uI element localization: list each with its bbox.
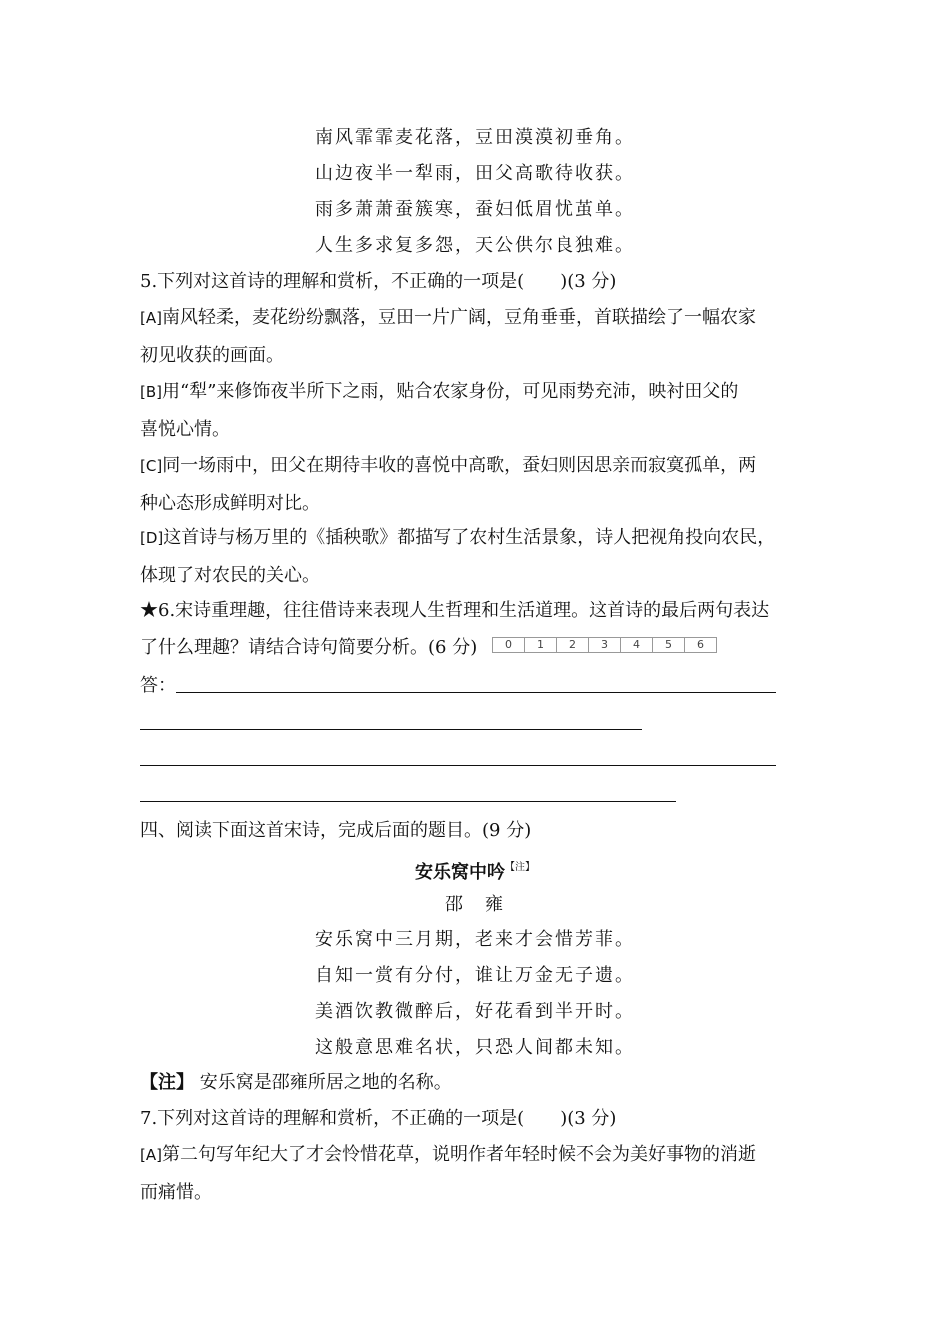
option-text: 这首诗与杨万里的《插秧歌》都描写了农村生活景象，诗人把视角投向农民， bbox=[163, 527, 776, 548]
answer-line[interactable] bbox=[140, 729, 642, 730]
poem-line: 雨多萧萧蚕簇寒，蚕妇低眉忧茧单。 bbox=[315, 199, 635, 220]
option-tag: [A] bbox=[140, 309, 162, 327]
answer-line[interactable] bbox=[140, 801, 676, 802]
option-tag: [D] bbox=[140, 529, 164, 547]
option-text: 第二句写年纪大了才会怜惜花草，说明作者年轻时候不会为美好事物的消逝 bbox=[161, 1144, 756, 1165]
poem-title bbox=[0, 856, 950, 885]
poem-line: 人生多求复多怨，天公供尔良独难。 bbox=[315, 235, 635, 256]
poem-line: 山边夜半一犁雨，田父高歌待收获。 bbox=[315, 163, 635, 184]
q7-option-a-continued: 而痛惜。 bbox=[140, 1182, 212, 1203]
option-c[interactable] bbox=[140, 454, 756, 478]
score-grid bbox=[492, 637, 717, 653]
score-cell[interactable]: 3 bbox=[589, 638, 621, 652]
score-cell[interactable]: 1 bbox=[525, 638, 557, 652]
score-cell[interactable]: 5 bbox=[653, 638, 685, 652]
poem-note bbox=[140, 1071, 452, 1095]
option-c-continued: 种心态形成鲜明对比。 bbox=[140, 493, 320, 514]
question-7-stem: 7.下列对这首诗的理解和赏析，不正确的一项是( )(3 分) bbox=[140, 1108, 617, 1129]
option-d-continued: 体现了对农民的关心。 bbox=[140, 565, 320, 586]
option-d[interactable] bbox=[140, 526, 775, 550]
option-text: 同一场雨中，田父在期待丰收的喜悦中高歌，蚕妇则因思亲而寂寞孤单，两 bbox=[162, 455, 757, 476]
note-marker[interactable]: 【注】 bbox=[505, 862, 535, 873]
poem-author: 邵 雍 bbox=[445, 894, 505, 915]
question-6-stem: ★6.宋诗重理趣，往往借诗来表现人生哲理和生活道理。这首诗的最后两句表达 bbox=[140, 600, 770, 621]
score-cell[interactable]: 6 bbox=[697, 638, 704, 651]
q7-option-a[interactable] bbox=[140, 1143, 756, 1167]
option-a-continued: 初见收获的画面。 bbox=[140, 345, 284, 366]
section-heading: 四、阅读下面这首宋诗，完成后面的题目。(9 分) bbox=[140, 820, 532, 841]
answer-line[interactable] bbox=[176, 692, 776, 693]
option-tag: [B] bbox=[140, 383, 162, 401]
note-tag: 【注】 bbox=[140, 1072, 194, 1093]
option-b[interactable] bbox=[140, 380, 738, 404]
option-tag: [A] bbox=[140, 1146, 162, 1164]
option-text: 南风轻柔，麦花纷纷飘落，豆田一片广阔，豆角垂垂，首联描绘了一幅农家 bbox=[161, 307, 756, 328]
poem-title-text: 安乐窝中吟 bbox=[415, 862, 505, 883]
option-text: 用“犁”来修饰夜半所下之雨，贴合农家身份，可见雨势充沛，映衬田父的 bbox=[162, 381, 739, 402]
question-6-stem-continued: 了什么理趣？请结合诗句简要分析。(6 分) bbox=[140, 637, 478, 658]
poem-line: 自知一赏有分付，谁让万金无子遗。 bbox=[315, 965, 635, 986]
score-cell[interactable]: 4 bbox=[621, 638, 653, 652]
poem-line: 南风霏霏麦花落，豆田漠漠初垂角。 bbox=[315, 127, 635, 148]
answer-line[interactable] bbox=[140, 765, 776, 766]
question-5-stem: 5.下列对这首诗的理解和赏析，不正确的一项是( )(3 分) bbox=[140, 271, 617, 292]
answer-label: 答： bbox=[140, 675, 176, 696]
option-tag: [C] bbox=[140, 457, 163, 475]
poem-line: 安乐窝中三月期，老来才会惜芳菲。 bbox=[315, 929, 635, 950]
poem-line: 美酒饮教微醉后，好花看到半开时。 bbox=[315, 1001, 635, 1022]
poem-line: 这般意思难名状，只恐人间都未知。 bbox=[315, 1037, 635, 1058]
score-cell[interactable]: 2 bbox=[557, 638, 589, 652]
option-b-continued: 喜悦心情。 bbox=[140, 419, 230, 440]
score-cell[interactable]: 0 bbox=[493, 638, 525, 652]
note-text: 安乐窝是邵雍所居之地的名称。 bbox=[199, 1072, 452, 1093]
option-a[interactable] bbox=[140, 306, 756, 330]
